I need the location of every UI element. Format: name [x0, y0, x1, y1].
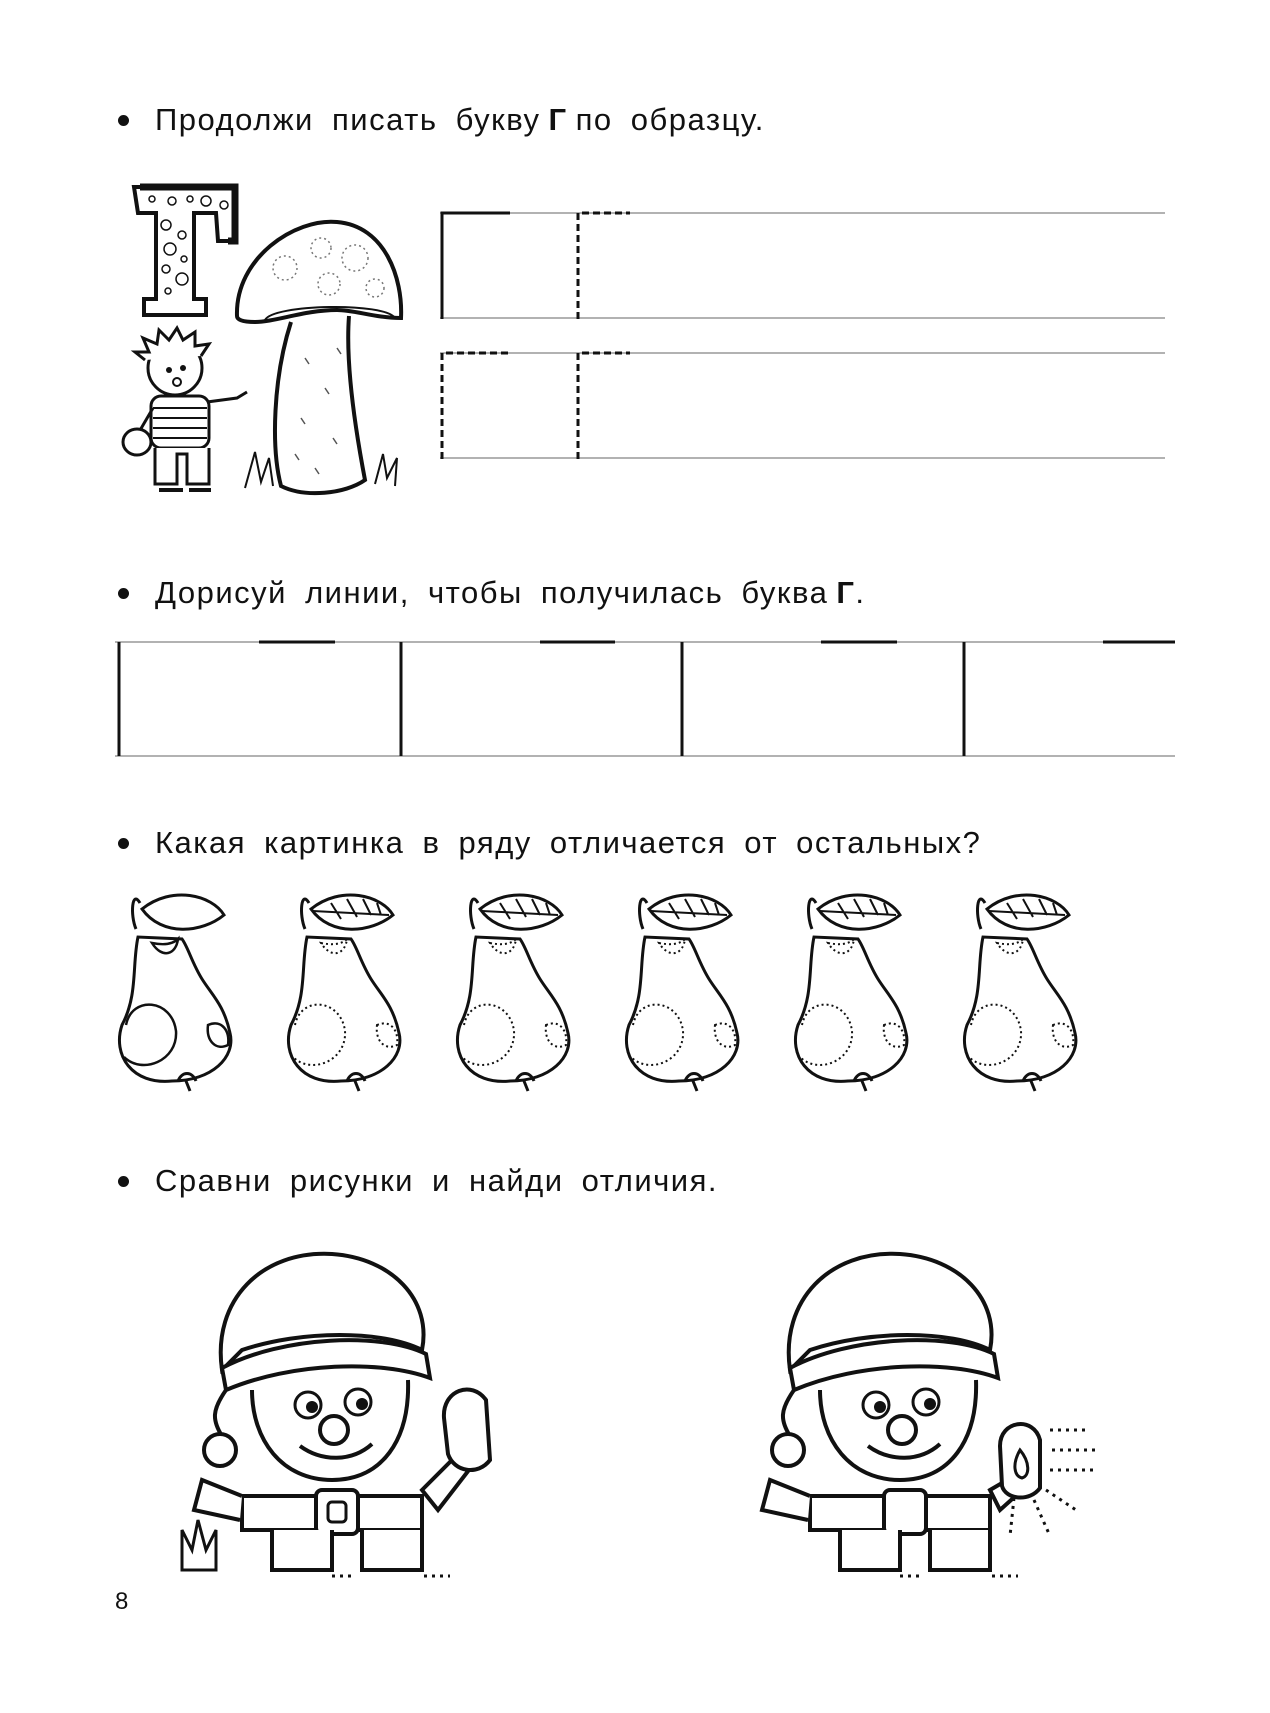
task-3-instruction: Какая картинка в ряду отличается от остальных? — [118, 825, 981, 861]
bullet-icon — [118, 588, 129, 599]
task-2-instruction: Дорисуй линии, чтобы получилась буква Г . — [118, 575, 866, 611]
gnome-picture-left[interactable] — [182, 1240, 542, 1580]
pear-picture[interactable] — [450, 885, 590, 1085]
boy-illustration — [115, 330, 265, 510]
letter-writing-practice[interactable] — [440, 195, 1180, 465]
bullet-icon — [118, 1176, 129, 1187]
gnome-picture-right[interactable] — [750, 1240, 1110, 1580]
pear-picture[interactable] — [281, 885, 421, 1085]
task-4-instruction: Сравни рисунки и найди отличия. — [118, 1163, 718, 1199]
pear-picture[interactable] — [788, 885, 928, 1085]
pear-picture-odd[interactable] — [112, 885, 252, 1085]
pear-picture[interactable] — [957, 885, 1097, 1085]
pear-picture[interactable] — [619, 885, 759, 1085]
bullet-icon — [118, 115, 129, 126]
complete-letter-lines[interactable] — [115, 638, 1185, 768]
bullet-icon — [118, 838, 129, 849]
page-number: 8 — [115, 1588, 129, 1615]
task-1-instruction: Продолжи писать букву Г по образцу. — [118, 102, 765, 138]
